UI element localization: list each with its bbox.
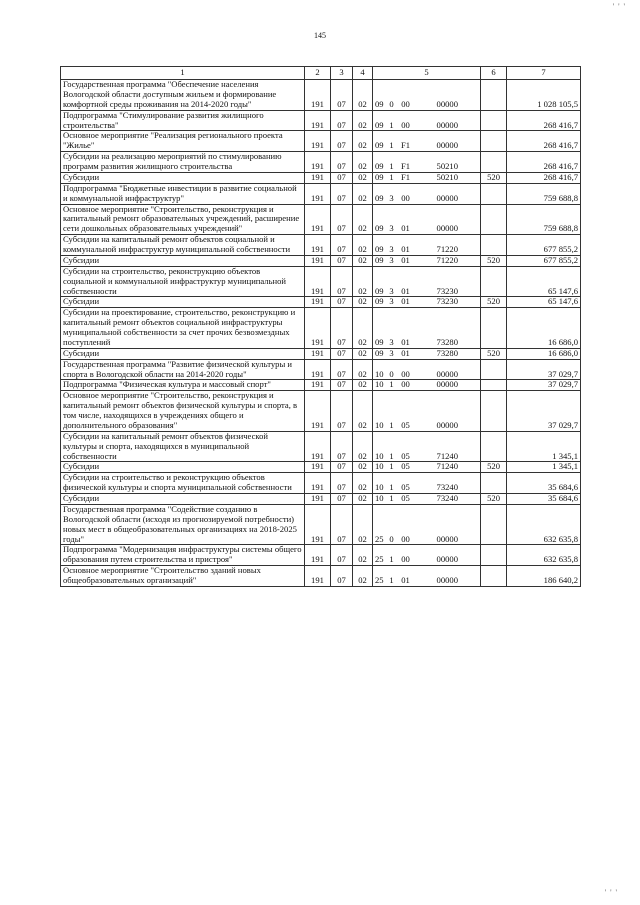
row-activity-code: 05 [397, 391, 415, 432]
table-row [61, 359, 581, 380]
row-direction-code: 50210 [415, 172, 481, 183]
row-description: Субсидии [61, 172, 305, 183]
row-col-4: 02 [353, 255, 373, 266]
row-direction-code: 71240 [415, 462, 481, 473]
row-subprogram-code: 1 [387, 380, 397, 391]
row-col-2: 191 [305, 566, 331, 587]
row-col-2: 191 [305, 183, 331, 204]
row-amount: 1 345,1 [507, 462, 581, 473]
row-program-code: 09 [373, 183, 387, 204]
row-direction-code: 73240 [415, 473, 481, 494]
table-body [61, 80, 581, 587]
row-description: Субсидии на строительство, реконструкцию объектов социальной и коммунальной инфраструктур муниципальной собственности [61, 266, 305, 297]
row-direction-code: 73230 [415, 266, 481, 297]
row-col-6 [481, 80, 507, 111]
table-row [61, 183, 581, 204]
row-description: Основное мероприятие "Строительство, реконструкция и капитальный ремонт объектов физической культуры и спорта, в том числе, находящихся в учреждениях общего и дополнительного образования" [61, 391, 305, 432]
row-col-4: 02 [353, 391, 373, 432]
row-col-6 [481, 110, 507, 131]
row-col-3: 07 [331, 183, 353, 204]
row-amount: 677 855,2 [507, 235, 581, 256]
row-col-6: 520 [481, 462, 507, 473]
row-col-2: 191 [305, 172, 331, 183]
row-program-code: 09 [373, 308, 387, 349]
row-amount: 37 029,7 [507, 391, 581, 432]
row-col-2: 191 [305, 297, 331, 308]
row-amount: 268 416,7 [507, 152, 581, 173]
row-direction-code: 73240 [415, 494, 481, 505]
row-program-code: 25 [373, 566, 387, 587]
row-description: Субсидии на проектирование, строительство, реконструкцию и капитальный ремонт объектов социальной инфраструктуры муниципальной собственности за счет прочих безвозмездных поступлений [61, 308, 305, 349]
table-row [61, 504, 581, 545]
row-col-6 [481, 308, 507, 349]
row-col-4: 02 [353, 431, 373, 462]
table-row [61, 110, 581, 131]
row-col-6 [481, 545, 507, 566]
row-col-2: 191 [305, 131, 331, 152]
row-col-4: 02 [353, 204, 373, 235]
row-col-2: 191 [305, 235, 331, 256]
header-col-5: 5 [373, 67, 481, 80]
row-subprogram-code: 1 [387, 131, 397, 152]
row-col-3: 07 [331, 473, 353, 494]
row-direction-code: 73280 [415, 308, 481, 349]
row-col-2: 191 [305, 348, 331, 359]
row-col-2: 191 [305, 391, 331, 432]
row-col-2: 191 [305, 80, 331, 111]
row-col-2: 191 [305, 204, 331, 235]
row-col-6 [481, 183, 507, 204]
row-activity-code: 00 [397, 359, 415, 380]
row-amount: 16 686,0 [507, 308, 581, 349]
row-program-code: 10 [373, 431, 387, 462]
row-subprogram-code: 3 [387, 266, 397, 297]
row-direction-code: 00000 [415, 545, 481, 566]
table-row [61, 297, 581, 308]
table-row [61, 380, 581, 391]
row-col-3: 07 [331, 380, 353, 391]
row-subprogram-code: 1 [387, 152, 397, 173]
table-row [61, 462, 581, 473]
row-direction-code: 00000 [415, 183, 481, 204]
row-subprogram-code: 1 [387, 462, 397, 473]
row-subprogram-code: 1 [387, 431, 397, 462]
table-row [61, 308, 581, 349]
row-col-2: 191 [305, 462, 331, 473]
row-col-3: 07 [331, 462, 353, 473]
row-program-code: 09 [373, 131, 387, 152]
row-col-3: 07 [331, 359, 353, 380]
budget-table [60, 66, 581, 587]
row-description: Государственная программа "Развитие физической культуры и спорта в Вологодской области на 2014-2020 годы" [61, 359, 305, 380]
row-activity-code: 05 [397, 431, 415, 462]
row-col-2: 191 [305, 152, 331, 173]
row-description: Подпрограмма "Модернизация инфраструктуры системы общего образования путем строительства и пристроя" [61, 545, 305, 566]
row-col-4: 02 [353, 380, 373, 391]
row-col-3: 07 [331, 152, 353, 173]
row-activity-code: 01 [397, 297, 415, 308]
row-col-3: 07 [331, 494, 353, 505]
row-description: Субсидии [61, 462, 305, 473]
row-direction-code: 00000 [415, 359, 481, 380]
row-col-4: 02 [353, 348, 373, 359]
row-activity-code: 01 [397, 204, 415, 235]
row-program-code: 10 [373, 359, 387, 380]
row-subprogram-code: 0 [387, 359, 397, 380]
row-direction-code: 00000 [415, 80, 481, 111]
header-row [61, 67, 581, 80]
row-col-2: 191 [305, 359, 331, 380]
row-col-4: 02 [353, 131, 373, 152]
row-col-4: 02 [353, 504, 373, 545]
row-activity-code: F1 [397, 172, 415, 183]
row-col-6 [481, 152, 507, 173]
row-col-3: 07 [331, 504, 353, 545]
row-subprogram-code: 3 [387, 297, 397, 308]
row-col-3: 07 [331, 545, 353, 566]
table-row [61, 431, 581, 462]
row-col-3: 07 [331, 204, 353, 235]
row-program-code: 09 [373, 204, 387, 235]
row-activity-code: 05 [397, 473, 415, 494]
row-col-3: 07 [331, 431, 353, 462]
header-col-4: 4 [353, 67, 373, 80]
row-description: Государственная программа "Содействие созданию в Вологодской области (исходя из прогнозируемой потребности) новых мест в общеобразовательных организациях на 2018-2025 годы" [61, 504, 305, 545]
row-col-6 [481, 235, 507, 256]
row-amount: 65 147,6 [507, 266, 581, 297]
row-subprogram-code: 1 [387, 473, 397, 494]
row-activity-code: 00 [397, 504, 415, 545]
row-direction-code: 00000 [415, 391, 481, 432]
row-direction-code: 71220 [415, 255, 481, 266]
row-description: Субсидии [61, 494, 305, 505]
row-description: Субсидии на реализацию мероприятий по стимулированию программ развития жилищного строительства [61, 152, 305, 173]
row-subprogram-code: 3 [387, 348, 397, 359]
row-col-2: 191 [305, 308, 331, 349]
table-row [61, 391, 581, 432]
row-amount: 632 635,8 [507, 504, 581, 545]
row-col-6 [481, 266, 507, 297]
table-row [61, 348, 581, 359]
row-col-6 [481, 473, 507, 494]
row-col-6: 520 [481, 348, 507, 359]
row-direction-code: 73280 [415, 348, 481, 359]
table-row [61, 566, 581, 587]
row-program-code: 09 [373, 152, 387, 173]
corner-mark-bottom: ' ' ' [604, 888, 618, 897]
row-activity-code: 01 [397, 255, 415, 266]
row-program-code: 09 [373, 110, 387, 131]
row-col-6 [481, 204, 507, 235]
row-direction-code: 00000 [415, 110, 481, 131]
row-col-2: 191 [305, 255, 331, 266]
row-amount: 268 416,7 [507, 110, 581, 131]
row-direction-code: 00000 [415, 204, 481, 235]
row-col-4: 02 [353, 359, 373, 380]
row-activity-code: 00 [397, 110, 415, 131]
row-col-3: 07 [331, 297, 353, 308]
row-direction-code: 00000 [415, 380, 481, 391]
row-col-4: 02 [353, 494, 373, 505]
row-col-4: 02 [353, 308, 373, 349]
row-col-2: 191 [305, 110, 331, 131]
row-activity-code: 01 [397, 235, 415, 256]
row-activity-code: 00 [397, 80, 415, 111]
row-description: Основное мероприятие "Строительство, реконструкция и капитальный ремонт образовательных учреждений, расширение сети дошкольных образовательных учреждений" [61, 204, 305, 235]
row-direction-code: 73230 [415, 297, 481, 308]
row-description: Основное мероприятие "Строительство зданий новых общеобразовательных организаций" [61, 566, 305, 587]
row-col-6: 520 [481, 255, 507, 266]
row-program-code: 09 [373, 235, 387, 256]
row-direction-code: 00000 [415, 504, 481, 545]
row-program-code: 09 [373, 266, 387, 297]
row-program-code: 09 [373, 297, 387, 308]
row-col-2: 191 [305, 431, 331, 462]
row-amount: 186 640,2 [507, 566, 581, 587]
row-col-6 [481, 359, 507, 380]
row-amount: 16 686,0 [507, 348, 581, 359]
row-amount: 35 684,6 [507, 473, 581, 494]
row-col-2: 191 [305, 494, 331, 505]
row-program-code: 25 [373, 504, 387, 545]
table-row [61, 80, 581, 111]
row-col-3: 07 [331, 172, 353, 183]
row-col-2: 191 [305, 545, 331, 566]
row-direction-code: 71220 [415, 235, 481, 256]
header-col-2: 2 [305, 67, 331, 80]
header-col-1: 1 [61, 67, 305, 80]
table-row [61, 255, 581, 266]
row-amount: 759 688,8 [507, 204, 581, 235]
row-amount: 759 688,8 [507, 183, 581, 204]
row-activity-code: F1 [397, 152, 415, 173]
row-col-3: 07 [331, 566, 353, 587]
table-row [61, 266, 581, 297]
row-col-3: 07 [331, 255, 353, 266]
row-col-4: 02 [353, 172, 373, 183]
row-col-6 [481, 504, 507, 545]
row-subprogram-code: 3 [387, 204, 397, 235]
row-col-6 [481, 391, 507, 432]
corner-mark-top: ' ' ' [612, 2, 626, 11]
table-row [61, 152, 581, 173]
row-col-3: 07 [331, 110, 353, 131]
table-row [61, 131, 581, 152]
row-program-code: 09 [373, 348, 387, 359]
row-col-3: 07 [331, 348, 353, 359]
row-subprogram-code: 1 [387, 172, 397, 183]
row-subprogram-code: 1 [387, 545, 397, 566]
row-program-code: 10 [373, 494, 387, 505]
row-col-3: 07 [331, 266, 353, 297]
row-program-code: 10 [373, 380, 387, 391]
row-col-4: 02 [353, 110, 373, 131]
row-col-2: 191 [305, 266, 331, 297]
row-activity-code: 01 [397, 308, 415, 349]
row-direction-code: 50210 [415, 152, 481, 173]
row-col-3: 07 [331, 80, 353, 111]
row-col-4: 02 [353, 80, 373, 111]
row-description: Подпрограмма "Бюджетные инвестиции в развитие социальной и коммунальной инфраструктур" [61, 183, 305, 204]
row-program-code: 25 [373, 545, 387, 566]
row-col-2: 191 [305, 380, 331, 391]
table-row [61, 473, 581, 494]
row-col-6: 520 [481, 494, 507, 505]
row-description: Субсидии на строительство и реконструкцию объектов физической культуры и спорта муниципальной собственности [61, 473, 305, 494]
table-row [61, 235, 581, 256]
row-amount: 65 147,6 [507, 297, 581, 308]
row-activity-code: 00 [397, 545, 415, 566]
row-subprogram-code: 0 [387, 504, 397, 545]
row-description: Субсидии [61, 348, 305, 359]
row-subprogram-code: 3 [387, 183, 397, 204]
row-description: Государственная программа "Обеспечение населения Вологодской области доступным жильем и формирование комфортной среды проживания на 2014-2020 годы" [61, 80, 305, 111]
row-activity-code: 05 [397, 462, 415, 473]
row-col-3: 07 [331, 308, 353, 349]
row-amount: 37 029,7 [507, 380, 581, 391]
row-col-6: 520 [481, 297, 507, 308]
row-description: Субсидии [61, 297, 305, 308]
table-row [61, 204, 581, 235]
row-amount: 632 635,8 [507, 545, 581, 566]
row-subprogram-code: 1 [387, 391, 397, 432]
row-col-4: 02 [353, 462, 373, 473]
row-col-6 [481, 131, 507, 152]
row-activity-code: F1 [397, 131, 415, 152]
row-subprogram-code: 3 [387, 308, 397, 349]
row-direction-code: 71240 [415, 431, 481, 462]
row-amount: 268 416,7 [507, 131, 581, 152]
table-row [61, 172, 581, 183]
table-row [61, 494, 581, 505]
row-col-4: 02 [353, 545, 373, 566]
row-activity-code: 01 [397, 566, 415, 587]
row-activity-code: 05 [397, 494, 415, 505]
header-col-3: 3 [331, 67, 353, 80]
row-activity-code: 00 [397, 183, 415, 204]
row-subprogram-code: 1 [387, 566, 397, 587]
row-program-code: 09 [373, 80, 387, 111]
row-activity-code: 00 [397, 380, 415, 391]
row-col-4: 02 [353, 266, 373, 297]
header-col-7: 7 [507, 67, 581, 80]
row-subprogram-code: 0 [387, 80, 397, 111]
row-subprogram-code: 1 [387, 110, 397, 131]
row-subprogram-code: 3 [387, 235, 397, 256]
row-direction-code: 00000 [415, 131, 481, 152]
row-program-code: 09 [373, 255, 387, 266]
row-col-4: 02 [353, 152, 373, 173]
row-col-3: 07 [331, 391, 353, 432]
row-subprogram-code: 3 [387, 255, 397, 266]
row-col-6 [481, 566, 507, 587]
row-col-6 [481, 380, 507, 391]
row-description: Субсидии [61, 255, 305, 266]
row-activity-code: 01 [397, 348, 415, 359]
row-description: Основное мероприятие "Реализация регионального проекта "Жилье" [61, 131, 305, 152]
row-col-4: 02 [353, 235, 373, 256]
row-description: Субсидии на капитальный ремонт объектов физической культуры и спорта, находящихся в муниципальной собственности [61, 431, 305, 462]
row-program-code: 09 [373, 172, 387, 183]
row-col-4: 02 [353, 297, 373, 308]
row-col-4: 02 [353, 473, 373, 494]
row-amount: 1 345,1 [507, 431, 581, 462]
row-col-4: 02 [353, 183, 373, 204]
page-number: 145 [314, 31, 326, 40]
row-amount: 37 029,7 [507, 359, 581, 380]
header-col-6: 6 [481, 67, 507, 80]
row-subprogram-code: 1 [387, 494, 397, 505]
row-amount: 1 028 105,5 [507, 80, 581, 111]
row-col-6: 520 [481, 172, 507, 183]
row-col-3: 07 [331, 235, 353, 256]
row-activity-code: 01 [397, 266, 415, 297]
row-program-code: 10 [373, 473, 387, 494]
row-col-2: 191 [305, 473, 331, 494]
row-description: Субсидии на капитальный ремонт объектов социальной и коммунальной инфраструктур муниципальной собственности [61, 235, 305, 256]
row-col-2: 191 [305, 504, 331, 545]
row-program-code: 10 [373, 391, 387, 432]
row-amount: 268 416,7 [507, 172, 581, 183]
row-direction-code: 00000 [415, 566, 481, 587]
table-row [61, 545, 581, 566]
row-program-code: 10 [373, 462, 387, 473]
row-description: Подпрограмма "Стимулирование развития жилищного строительства" [61, 110, 305, 131]
row-amount: 677 855,2 [507, 255, 581, 266]
row-col-4: 02 [353, 566, 373, 587]
row-amount: 35 684,6 [507, 494, 581, 505]
row-col-3: 07 [331, 131, 353, 152]
row-description: Подпрограмма "Физическая культура и массовый спорт" [61, 380, 305, 391]
row-col-6 [481, 431, 507, 462]
